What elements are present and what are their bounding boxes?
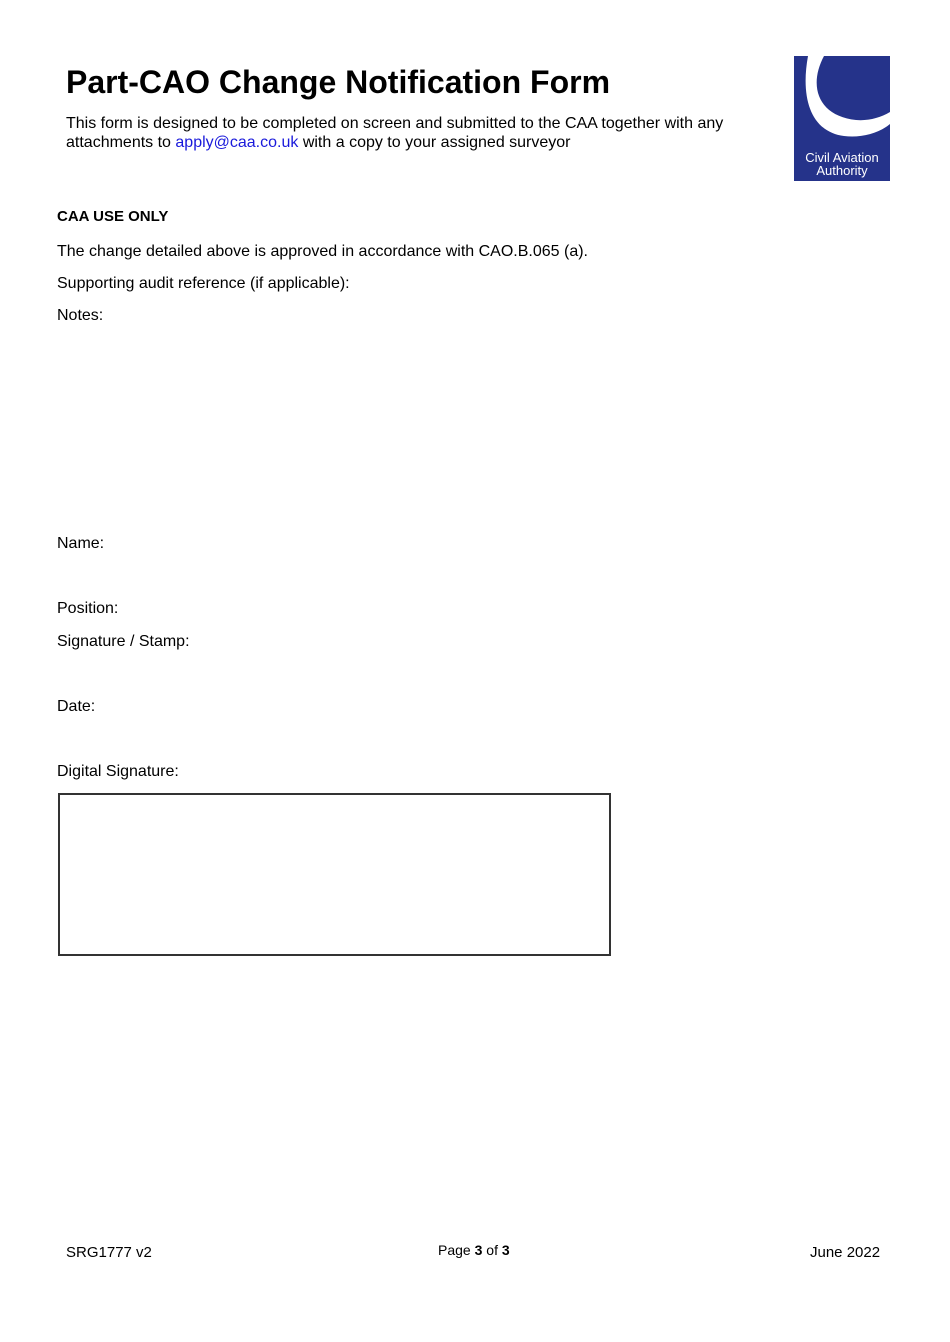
- page-current: 3: [474, 1242, 483, 1258]
- position-label: Position:: [57, 600, 119, 617]
- page-title: Part-CAO Change Notification Form: [66, 64, 611, 100]
- digital-signature-label: Digital Signature:: [57, 763, 179, 780]
- form-date: June 2022: [810, 1244, 881, 1261]
- form-reference: SRG1777 v2: [66, 1244, 152, 1261]
- logo-text-line1: Civil Aviation: [805, 150, 879, 165]
- page-of: of: [482, 1242, 502, 1258]
- signature-stamp-label: Signature / Stamp:: [57, 633, 190, 650]
- intro-text-end: with a copy to your assigned surveyor: [298, 134, 571, 151]
- section-heading: CAA USE ONLY: [57, 208, 169, 225]
- page-prefix: Page: [438, 1242, 475, 1258]
- intro-text-start: This form is designed to be completed on screen and submitted to the CAA together with any attachments to: [66, 115, 724, 151]
- email-link[interactable]: apply@caa.co.uk: [175, 134, 299, 151]
- page-number: [438, 1242, 510, 1258]
- notes-label: Notes:: [57, 307, 104, 324]
- name-label: Name:: [57, 535, 105, 552]
- date-label: Date:: [57, 698, 96, 715]
- page-total: 3: [501, 1242, 510, 1258]
- caa-logo: [794, 56, 890, 181]
- logo-text-line2: Authority: [816, 163, 868, 178]
- digital-signature-field[interactable]: [58, 793, 611, 956]
- audit-reference-label: Supporting audit reference (if applicable):: [57, 275, 350, 292]
- intro-text: [66, 114, 766, 152]
- approval-statement: The change detailed above is approved in accordance with CAO.B.065 (a).: [57, 243, 588, 260]
